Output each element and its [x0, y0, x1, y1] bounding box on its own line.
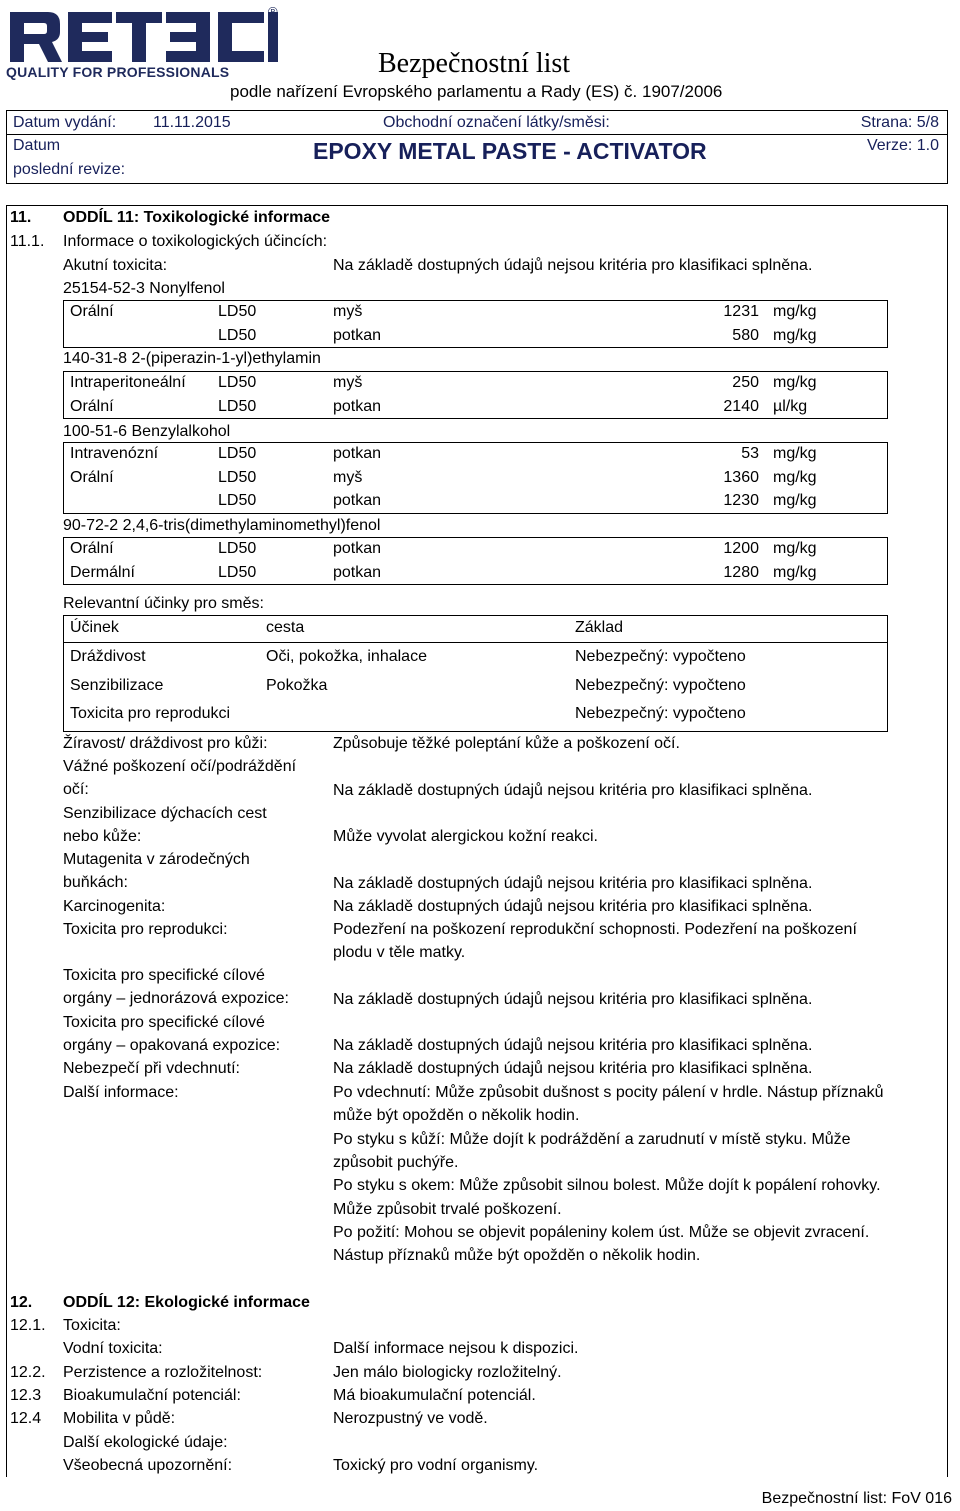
- property-label: nebo kůže:: [63, 828, 142, 846]
- tox-route: Dermální: [70, 563, 135, 581]
- tox-type: LD50: [218, 468, 257, 486]
- tox-route: Intraperitoneální: [70, 374, 186, 391]
- tox-route: Orální: [70, 468, 114, 486]
- tox-unit: mg/kg: [773, 540, 817, 557]
- property-value: Podezření na poškození reprodukční schopnosti. Podezření na poškození: [333, 921, 857, 938]
- header-row-issue: [6, 110, 948, 135]
- property-value: Po vdechnutí: Může způsobit dušnost s pocity pálení v hrdle. Nástup příznaků: [333, 1084, 884, 1101]
- tox-route: Orální: [70, 540, 114, 557]
- eco-item-value: Další informace nejsou k dispozici.: [333, 1340, 579, 1357]
- tox-type: LD50: [218, 540, 257, 557]
- eco-item-number: 12.1.: [10, 1317, 46, 1334]
- property-value: Na základě dostupných údajů nejsou kritéria pro klasifikaci splněna.: [333, 782, 813, 799]
- eco-item-number: 12.2.: [10, 1364, 46, 1381]
- property-label: buňkách:: [63, 874, 128, 892]
- product-name: EPOXY METAL PASTE - ACTIVATOR: [313, 138, 707, 164]
- property-value: Na základě dostupných údajů nejsou kritéria pro klasifikaci splněna.: [333, 898, 813, 915]
- tox-value: 2140: [723, 397, 759, 415]
- property-label: orgány – opakovaná expozice:: [63, 1037, 281, 1055]
- page-number: Strana: 5/8: [860, 114, 939, 131]
- tox-value: 1231: [723, 303, 759, 320]
- tox-unit: mg/kg: [773, 303, 817, 320]
- section-11-title: ODDÍL 11: Toxikologické informace: [63, 209, 331, 226]
- issue-date: 11.11.2015: [153, 114, 231, 131]
- effect-basis: Nebezpečný: vypočteno: [575, 648, 746, 665]
- property-label: orgány – jednorázová expozice:: [63, 990, 289, 1008]
- effect-route: Pokožka: [266, 676, 328, 694]
- eco-item-number: 12.4: [10, 1410, 42, 1427]
- effect-name: Dráždivost: [70, 648, 146, 665]
- substance-name: 90-72-2 2,4,6-tris(dimethylaminomethyl)fenol: [63, 517, 381, 534]
- property-label: Senzibilizace dýchacích cest: [63, 805, 267, 822]
- section-12-number: 12.: [10, 1294, 33, 1311]
- tox-type: LD50: [218, 374, 257, 391]
- property-value: Po styku s okem: Může způsobit silnou bolest. Může dojít k popálení rohovky.: [333, 1177, 881, 1195]
- tox-value: 1360: [723, 468, 759, 486]
- property-value: Může způsobit trvalé poškození.: [333, 1200, 562, 1218]
- property-label: Nebezpečí při vdechnutí:: [63, 1060, 240, 1077]
- page-footer: Bezpečnostní list: FoV 016: [761, 1490, 952, 1507]
- tox-value: 250: [732, 374, 759, 391]
- tox-type: LD50: [218, 563, 257, 581]
- effect-basis: Nebezpečný: vypočteno: [575, 676, 746, 694]
- substance-name: 140-31-8 2-(piperazin-1-yl)ethylamin: [63, 350, 321, 367]
- tox-type: LD50: [218, 492, 257, 509]
- property-value: Na základě dostupných údajů nejsou kritéria pro klasifikaci splněna.: [333, 1037, 813, 1054]
- tox-species: potkan: [333, 492, 382, 509]
- version: Verze: 1.0: [866, 137, 939, 154]
- property-value: Na základě dostupných údajů nejsou kritéria pro klasifikaci splněna.: [333, 875, 813, 892]
- registered-mark: ®: [268, 4, 278, 19]
- tox-species: potkan: [333, 563, 382, 581]
- tox-unit: mg/kg: [773, 563, 817, 581]
- eco-item-label: Bioakumulační potenciál:: [63, 1387, 241, 1404]
- acute-toxicity-label: Akutní toxicita:: [63, 257, 168, 274]
- property-label: Karcinogenita:: [63, 898, 166, 915]
- property-value: Nástup příznaků může být opožděn o několik hodin.: [333, 1247, 701, 1265]
- subsection-11-1-title: Informace o toxikologických účincích:: [63, 233, 328, 250]
- header-row-revision: [6, 134, 948, 184]
- tox-species: myš: [333, 374, 363, 391]
- tox-value: 53: [741, 445, 759, 462]
- eco-item-label: Toxicita:: [63, 1317, 121, 1334]
- section-12-title: ODDÍL 12: Ekologické informace: [63, 1294, 310, 1311]
- eco-item-label: Vodní toxicita:: [63, 1340, 163, 1357]
- tox-unit: mg/kg: [773, 492, 817, 509]
- property-label: Toxicita pro specifické cílové: [63, 1014, 265, 1031]
- tox-type: LD50: [218, 303, 257, 320]
- tox-route: Orální: [70, 303, 114, 320]
- acute-toxicity-value: Na základě dostupných údajů nejsou kritéria pro klasifikaci splněna.: [333, 257, 813, 274]
- eco-item-label: Všeobecná upozornění:: [63, 1457, 233, 1474]
- revision-label-2: poslední revize:: [13, 161, 126, 178]
- effects-body-box: [63, 642, 888, 732]
- property-value: plodu v těle matky.: [333, 944, 466, 962]
- section-11-number: 11.: [10, 209, 32, 226]
- property-value: Po styku s kůží: Může dojít k podráždění a zarudnutí v místě styku. Může: [333, 1130, 851, 1148]
- tox-value: 1280: [723, 563, 759, 581]
- issue-label: Datum vydání:: [13, 114, 117, 131]
- substance-name: 100-51-6 Benzylalkohol: [63, 423, 231, 440]
- property-value: může být opožděn o několik hodin.: [333, 1107, 580, 1125]
- substance-name: 25154-52-3 Nonylfenol: [63, 280, 225, 297]
- effect-name: Toxicita pro reprodukci: [70, 705, 231, 722]
- substance-box-1: [63, 300, 888, 348]
- property-value: Způsobuje těžké poleptání kůže a poškození očí.: [333, 735, 680, 752]
- brand-tagline: QUALITY FOR PROFESSIONALS: [6, 64, 230, 80]
- eco-item-value: Má bioakumulační potenciál.: [333, 1387, 536, 1404]
- effect-route: Oči, pokožka, inhalace: [266, 648, 427, 665]
- tox-value: 1230: [723, 492, 759, 509]
- property-label: Toxicita pro reprodukci:: [63, 921, 228, 938]
- eco-item-label: Perzistence a rozložitelnost:: [63, 1364, 263, 1381]
- effects-header-box: [63, 615, 888, 643]
- relevant-effects-label: Relevantní účinky pro směs:: [63, 595, 264, 612]
- tox-species: potkan: [333, 397, 382, 415]
- property-value: Může vyvolat alergickou kožní reakci.: [333, 828, 598, 845]
- property-label: Další informace:: [63, 1084, 179, 1101]
- property-label: Mutagenita v zárodečných: [63, 851, 250, 868]
- eco-item-value: Toxický pro vodní organismy.: [333, 1457, 539, 1474]
- effect-name: Senzibilizace: [70, 676, 164, 694]
- tox-type: LD50: [218, 445, 257, 462]
- property-label: Žíravost/ dráždivost pro kůži:: [63, 735, 268, 752]
- tox-species: myš: [333, 303, 363, 320]
- substance-box-4: [63, 537, 888, 585]
- eco-item-number: 12.3: [10, 1387, 42, 1404]
- substance-box-2: [63, 371, 888, 419]
- property-value: Na základě dostupných údajů nejsou kritéria pro klasifikaci splněna.: [333, 1060, 813, 1077]
- substance-box-3: [63, 442, 888, 514]
- effects-col-effect: Účinek: [70, 619, 119, 636]
- tox-unit: mg/kg: [773, 468, 817, 486]
- property-label: Vážné poškození očí/podráždění: [63, 758, 297, 775]
- property-value: Po požití: Mohou se objevit popáleniny kolem úst. Může se objevit zvracení.: [333, 1223, 870, 1241]
- property-value: způsobit puchýře.: [333, 1153, 459, 1171]
- property-value: Na základě dostupných údajů nejsou kritéria pro klasifikaci splněna.: [333, 991, 813, 1008]
- eco-item-label: Další ekologické údaje:: [63, 1434, 228, 1451]
- tox-type: LD50: [218, 397, 257, 415]
- document-title: Bezpečnostní list: [378, 48, 571, 79]
- eco-item-value: Nerozpustný ve vodě.: [333, 1410, 488, 1427]
- tox-value: 1200: [723, 540, 759, 557]
- tox-route: Intravenózní: [70, 445, 159, 462]
- property-label: očí:: [63, 781, 89, 799]
- tox-species: potkan: [333, 540, 382, 557]
- tox-unit: mg/kg: [773, 326, 817, 344]
- tox-unit: µl/kg: [773, 397, 808, 415]
- tox-unit: mg/kg: [773, 374, 817, 391]
- effects-col-route: cesta: [266, 619, 305, 636]
- eco-item-value: Jen málo biologicky rozložitelný.: [333, 1364, 562, 1381]
- effects-col-basis: Základ: [575, 619, 624, 636]
- trade-name-label: Obchodní označení látky/směsi:: [383, 114, 610, 131]
- tox-type: LD50: [218, 326, 257, 344]
- tox-species: potkan: [333, 445, 382, 462]
- document-subtitle: podle nařízení Evropského parlamentu a Rady (ES) č. 1907/2006: [230, 82, 723, 101]
- tox-route: Orální: [70, 397, 114, 415]
- revision-label-1: Datum: [13, 137, 61, 154]
- tox-unit: mg/kg: [773, 445, 817, 462]
- retech-logo: [6, 6, 278, 82]
- property-label: Toxicita pro specifické cílové: [63, 967, 265, 984]
- tox-species: myš: [333, 468, 363, 486]
- eco-item-label: Mobilita v půdě:: [63, 1410, 176, 1427]
- tox-value: 580: [732, 326, 759, 344]
- tox-species: potkan: [333, 326, 382, 344]
- subsection-11-1-number: 11.1.: [10, 233, 45, 250]
- effect-basis: Nebezpečný: vypočteno: [575, 705, 746, 722]
